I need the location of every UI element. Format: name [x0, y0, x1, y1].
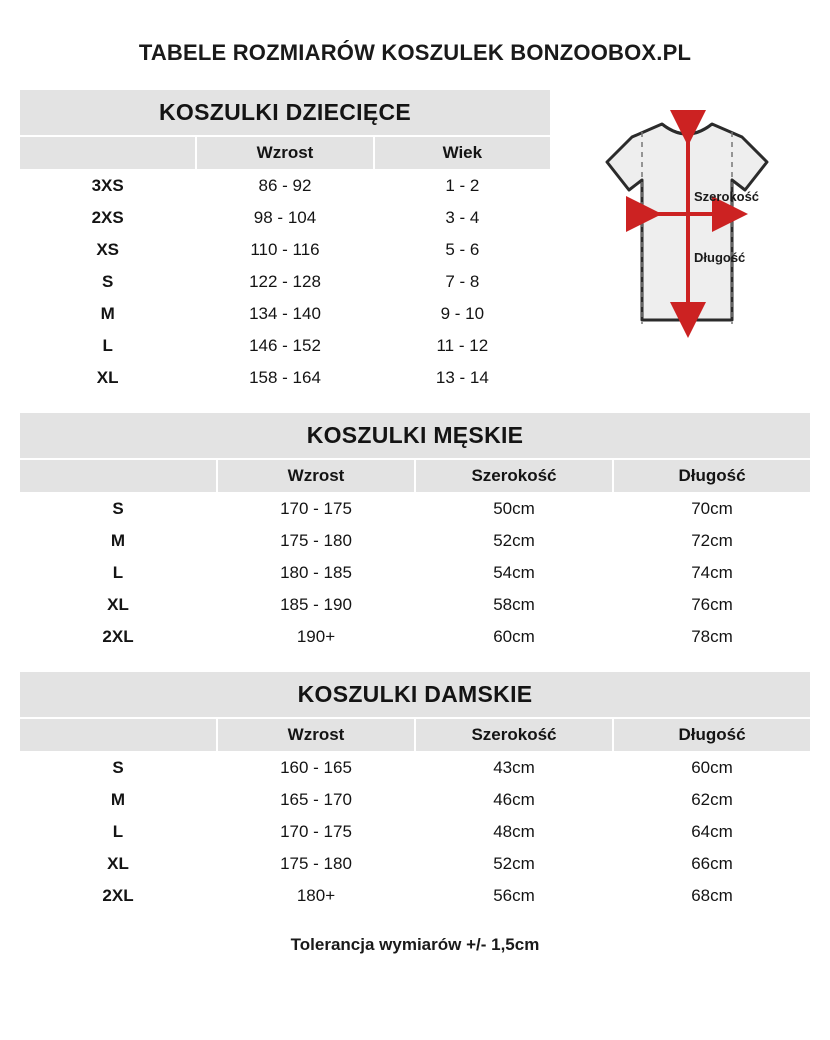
mens-length-0: 70cm: [613, 493, 811, 525]
table-header-row: [19, 459, 811, 493]
kids-height-0: 86 - 92: [196, 170, 373, 202]
mens-size-4: 2XL: [19, 621, 217, 653]
kids-table-title: KOSZULKI DZIECIĘCE: [19, 89, 551, 136]
womens-width-0: 43cm: [415, 752, 613, 784]
mens-size-0: S: [19, 493, 217, 525]
womens-height-3: 175 - 180: [217, 848, 415, 880]
table-row: [19, 234, 551, 266]
table-row: [19, 752, 811, 784]
kids-size-3: S: [19, 266, 196, 298]
mens-height-2: 180 - 185: [217, 557, 415, 589]
womens-height-4: 180+: [217, 880, 415, 912]
kids-table-wrapper: [18, 88, 552, 395]
mens-size-1: M: [19, 525, 217, 557]
table-row: [19, 784, 811, 816]
table-row: [19, 816, 811, 848]
table-row: [19, 170, 551, 202]
womens-size-2: L: [19, 816, 217, 848]
top-section: [0, 88, 830, 395]
size-chart-page: [0, 40, 830, 1040]
mens-size-table: [18, 411, 812, 654]
womens-width-4: 56cm: [415, 880, 613, 912]
womens-height-0: 160 - 165: [217, 752, 415, 784]
kids-col-age: Wiek: [374, 136, 551, 170]
kids-height-1: 98 - 104: [196, 202, 373, 234]
table-row: [19, 202, 551, 234]
mens-length-1: 72cm: [613, 525, 811, 557]
mens-height-3: 185 - 190: [217, 589, 415, 621]
womens-size-3: XL: [19, 848, 217, 880]
womens-col-size: [19, 718, 217, 752]
kids-size-5: L: [19, 330, 196, 362]
kids-height-2: 110 - 116: [196, 234, 373, 266]
kids-size-6: XL: [19, 362, 196, 394]
table-title-row: [19, 89, 551, 136]
tshirt-measurement-diagram: [562, 102, 812, 352]
kids-age-0: 1 - 2: [374, 170, 551, 202]
kids-age-2: 5 - 6: [374, 234, 551, 266]
womens-width-2: 48cm: [415, 816, 613, 848]
womens-size-table: [18, 670, 812, 913]
table-row: [19, 362, 551, 394]
mens-height-1: 175 - 180: [217, 525, 415, 557]
tshirt-diagram-wrapper: [562, 88, 812, 352]
womens-length-3: 66cm: [613, 848, 811, 880]
mens-table-title: KOSZULKI MĘSKIE: [19, 412, 811, 459]
womens-table-wrapper: [0, 670, 830, 913]
table-row: [19, 298, 551, 330]
womens-size-4: 2XL: [19, 880, 217, 912]
tolerance-note: Tolerancja wymiarów +/- 1,5cm: [290, 935, 540, 954]
mens-size-3: XL: [19, 589, 217, 621]
table-row: [19, 557, 811, 589]
mens-size-2: L: [19, 557, 217, 589]
womens-col-width: Szerokość: [415, 718, 613, 752]
table-row: [19, 330, 551, 362]
width-label: Szerokość: [694, 189, 760, 204]
womens-length-1: 62cm: [613, 784, 811, 816]
womens-length-2: 64cm: [613, 816, 811, 848]
kids-col-height: Wzrost: [196, 136, 373, 170]
length-label: Długość: [694, 250, 746, 265]
kids-size-2: XS: [19, 234, 196, 266]
table-row: [19, 621, 811, 653]
table-row: [19, 848, 811, 880]
mens-height-4: 190+: [217, 621, 415, 653]
table-row: [19, 589, 811, 621]
mens-col-size: [19, 459, 217, 493]
table-row: [19, 493, 811, 525]
kids-height-6: 158 - 164: [196, 362, 373, 394]
womens-height-1: 165 - 170: [217, 784, 415, 816]
mens-length-3: 76cm: [613, 589, 811, 621]
mens-length-4: 78cm: [613, 621, 811, 653]
womens-length-0: 60cm: [613, 752, 811, 784]
mens-width-1: 52cm: [415, 525, 613, 557]
womens-table-title: KOSZULKI DAMSKIE: [19, 671, 811, 718]
womens-width-1: 46cm: [415, 784, 613, 816]
mens-width-4: 60cm: [415, 621, 613, 653]
table-title-row: [19, 412, 811, 459]
womens-size-0: S: [19, 752, 217, 784]
kids-age-1: 3 - 4: [374, 202, 551, 234]
kids-age-4: 9 - 10: [374, 298, 551, 330]
kids-size-4: M: [19, 298, 196, 330]
kids-age-5: 11 - 12: [374, 330, 551, 362]
mens-table-wrapper: [0, 411, 830, 654]
womens-width-3: 52cm: [415, 848, 613, 880]
mens-col-height: Wzrost: [217, 459, 415, 493]
womens-col-height: Wzrost: [217, 718, 415, 752]
mens-height-0: 170 - 175: [217, 493, 415, 525]
table-header-row: [19, 136, 551, 170]
table-row: [19, 266, 551, 298]
table-header-row: [19, 718, 811, 752]
kids-size-0: 3XS: [19, 170, 196, 202]
womens-length-4: 68cm: [613, 880, 811, 912]
kids-height-4: 134 - 140: [196, 298, 373, 330]
kids-height-5: 146 - 152: [196, 330, 373, 362]
mens-width-3: 58cm: [415, 589, 613, 621]
mens-col-width: Szerokość: [415, 459, 613, 493]
womens-size-1: M: [19, 784, 217, 816]
table-row: [19, 525, 811, 557]
table-row: [19, 880, 811, 912]
kids-col-size: [19, 136, 196, 170]
womens-col-length: Długość: [613, 718, 811, 752]
mens-length-2: 74cm: [613, 557, 811, 589]
kids-height-3: 122 - 128: [196, 266, 373, 298]
mens-width-0: 50cm: [415, 493, 613, 525]
mens-col-length: Długość: [613, 459, 811, 493]
kids-age-3: 7 - 8: [374, 266, 551, 298]
kids-size-table: [18, 88, 552, 395]
mens-width-2: 54cm: [415, 557, 613, 589]
table-title-row: [19, 671, 811, 718]
page-title: TABELE ROZMIARÓW KOSZULEK BONZOOBOX.PL: [138, 40, 692, 65]
kids-age-6: 13 - 14: [374, 362, 551, 394]
kids-size-1: 2XS: [19, 202, 196, 234]
womens-height-2: 170 - 175: [217, 816, 415, 848]
